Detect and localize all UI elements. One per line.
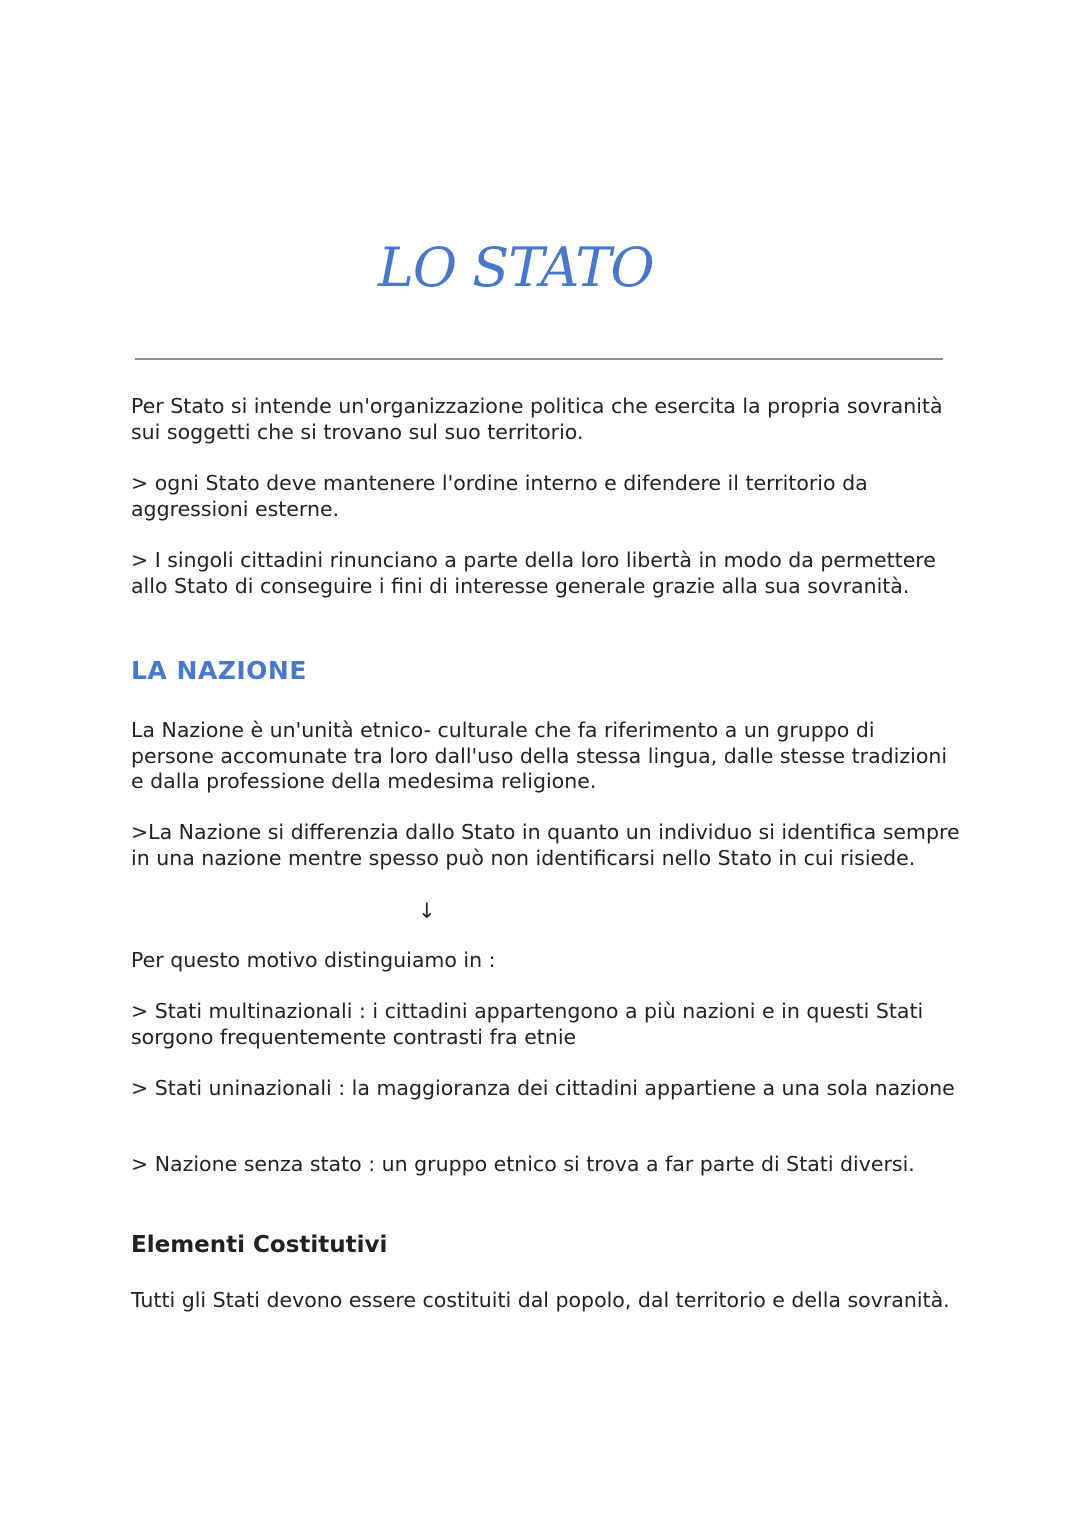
section-heading-nazione: LA NAZIONE — [131, 656, 307, 685]
nation-difference: >La Nazione si differenzia dallo Stato in quanto un individuo si identifica sempre in una nazione mentre spesso può non identificarsi nello Stato in cui risiede. — [131, 820, 960, 870]
nation-types-lead: Per questo motivo distinguiamo in : — [131, 948, 496, 972]
nation-definition: La Nazione è un'unità etnico- culturale che fa riferimento a un gruppo di persone accomunate tra loro dall'uso della stessa lingua, dalle stesse tradizioni e dalla professione della medesima religione. — [131, 718, 948, 793]
state-definition: Per Stato si intende un'organizzazione politica che esercita la propria sovranità sui soggetti che si trovano sul suo territorio. — [131, 394, 943, 444]
title-divider — [135, 358, 943, 360]
down-arrow-icon: ↓ — [418, 899, 436, 923]
nation-type-uninational: > Stati uninazionali : la maggioranza dei cittadini appartiene a una sola nazione — [131, 1076, 955, 1100]
nation-type-multinational: > Stati multinazionali : i cittadini appartengono a più nazioni e in questi Stati sorgono frequentemente contrasti fra etnie — [131, 999, 924, 1049]
state-point-citizens: > I singoli cittadini rinunciano a parte della loro libertà in modo da permettere allo Stato di conseguire i fini di interesse generale grazie alla sua sovranità. — [131, 548, 936, 598]
state-point-order: > ogni Stato deve mantenere l'ordine interno e difendere il territorio da aggressioni esterne. — [131, 471, 868, 521]
page-title: LO STATO — [378, 236, 654, 299]
nation-type-stateless: > Nazione senza stato : un gruppo etnico si trova a far parte di Stati diversi. — [131, 1152, 915, 1176]
section-heading-elementi: Elementi Costitutivi — [131, 1232, 388, 1258]
elements-text: Tutti gli Stati devono essere costituiti dal popolo, dal territorio e della sovranità. — [131, 1288, 950, 1312]
